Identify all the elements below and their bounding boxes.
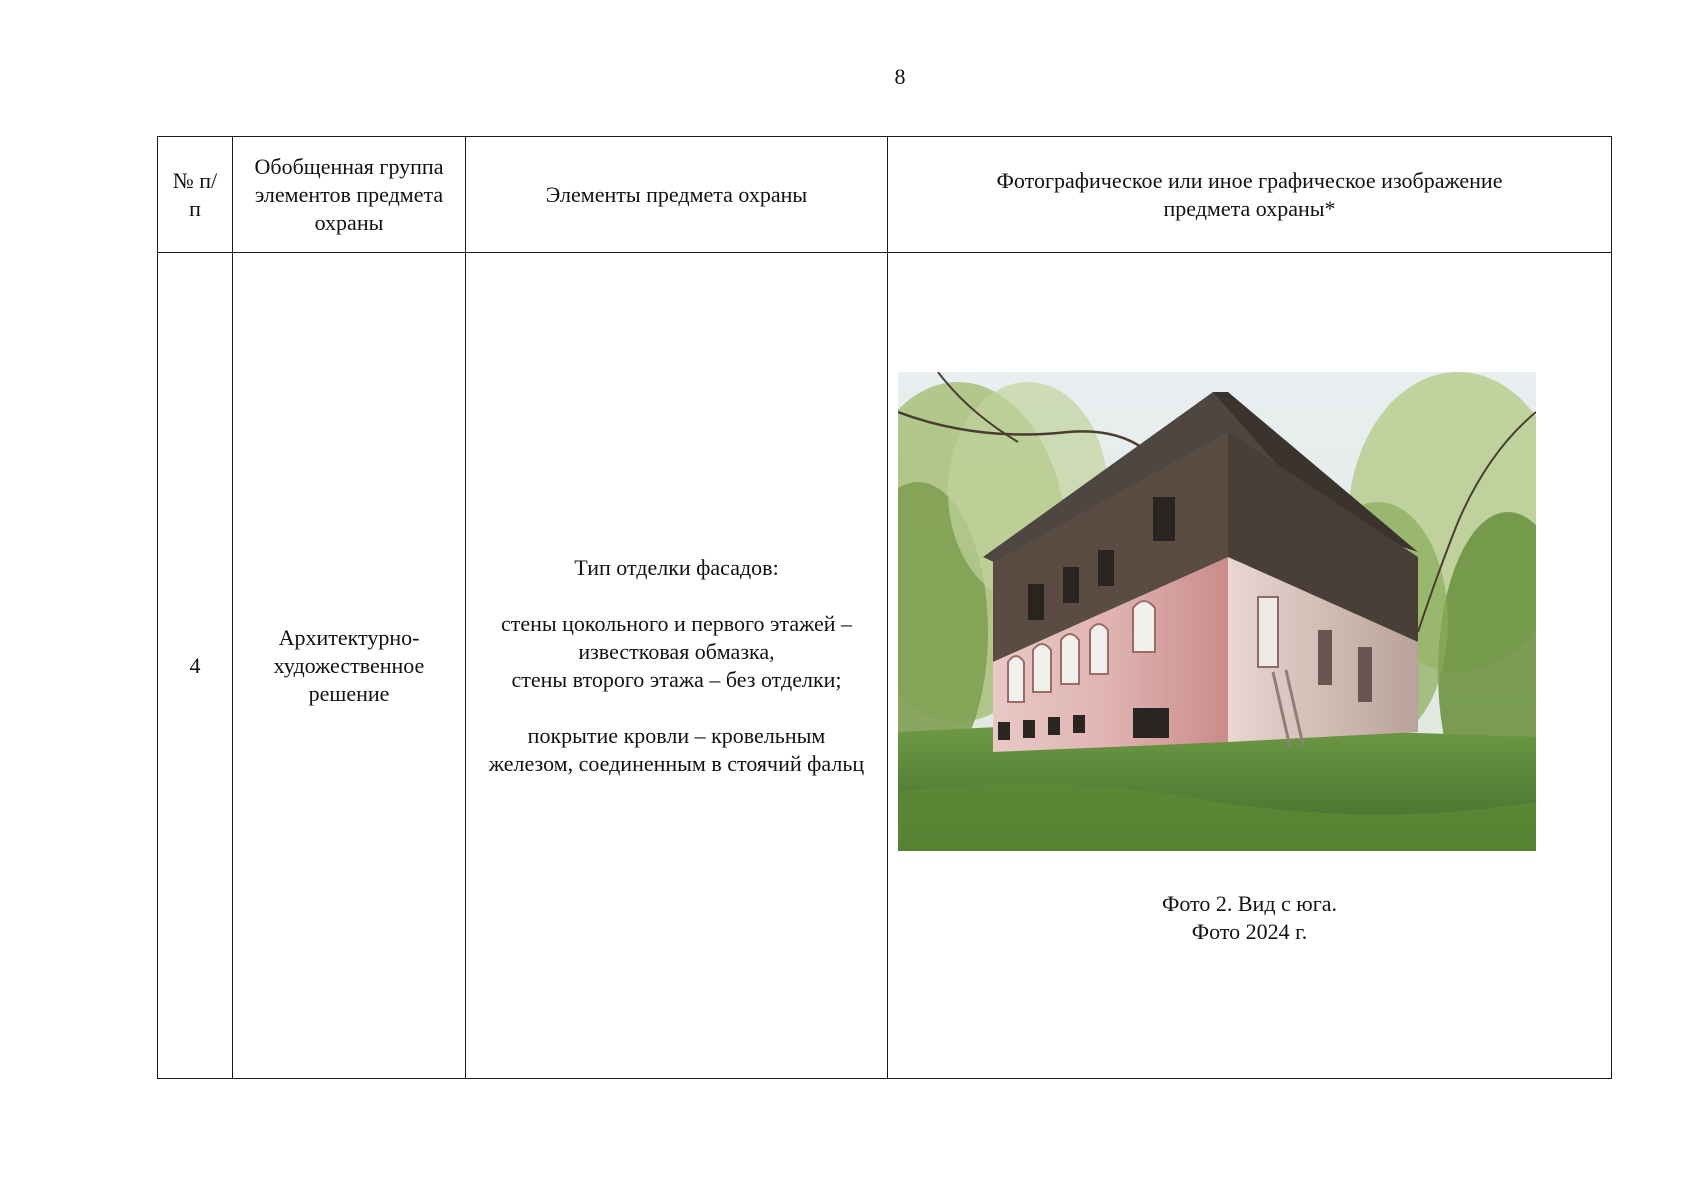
header-elements: Элементы предмета охраны (466, 137, 888, 253)
row-photo-cell (888, 253, 1612, 1079)
table-header-row (158, 137, 1612, 253)
header-group: Обобщенная группа элементов предмета охраны (233, 137, 466, 253)
row-elements (466, 253, 888, 1079)
photo-caption-line2: Фото 2024 г. (1191, 919, 1308, 944)
photo-caption-line1: Фото 2. Вид с юга. (1161, 891, 1338, 916)
row-group: Архитектурно- художественное решение (233, 253, 466, 1079)
page-number: 8 (894, 64, 906, 89)
elements-heading: Тип отделки фасадов: (574, 554, 779, 580)
header-photo: Фотографическое или иное графическое изображение предмета охраны* (888, 137, 1612, 253)
elements-walls: стены цокольного и первого этажей – известковая обмазка, стены второго этажа – без отделки; (500, 610, 853, 692)
building-photo (898, 372, 1536, 851)
header-number: № п/п (158, 137, 233, 253)
table-row (158, 253, 1612, 1079)
protection-items-table (157, 136, 1612, 1079)
elements-roof: покрытие кровли – кровельным железом, соединенным в стоячий фальц (488, 722, 865, 776)
row-number: 4 (158, 253, 233, 1079)
